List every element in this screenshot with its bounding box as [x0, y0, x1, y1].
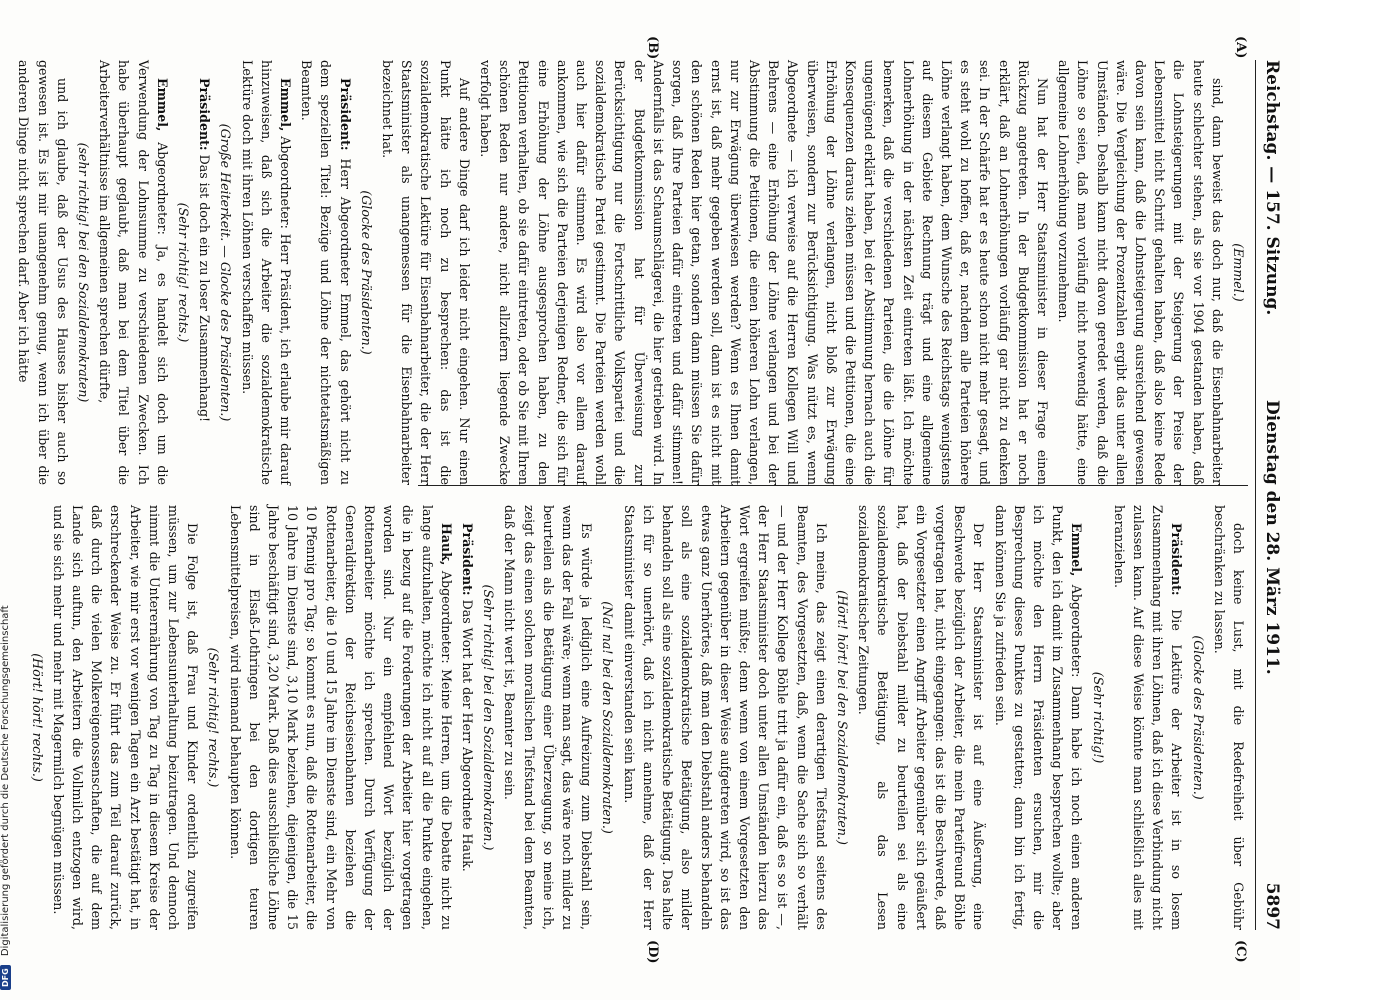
speech-text: Das Wort hat der Herr Abgeordnete Hauk.: [460, 599, 476, 872]
text-paragraph: Auf andere Dinge darf ich leider nicht eingehen. Nur einen Punkt hätte ich noch zu besprechen: das ist die sozialdemokratische Lektüre für Eisenbahnarbeiter, die der Herr Staatsminister als unangemessen für die Eisenbahnarbeiter bezeichnet hat.: [380, 60, 472, 485]
page-header: [1255, 60, 1286, 930]
stage-direction: (Sehr richtig! rechts.): [176, 202, 192, 343]
speaker-paragraph: [195, 60, 214, 485]
speech-text: Die Lektüre der Arbeiter ist in so losem Zusammenhang mit ihren Löhnen, daß ich diese Verbindung nicht zulassen kann. Auf diese Weise könnte man schließlich alles mit heranziehen.: [1111, 505, 1185, 930]
text-paragraph: Es würde ja lediglich eine Aufreizung zum Diebstahl sein, wenn das der Fall wäre; wenn man sagt, das wäre noch milder zu beurteilen als die Betätigung einer Überzeugung, so meine ich, zeigt das einen solchen moralischen Tiefstand bei dem Beamten, daß der Mann nicht wert ist, Beamter zu sein.: [502, 505, 595, 930]
dfg-logo: DFG: [0, 965, 11, 990]
text-paragraph: Nun hat der Herr Staatsminister in dieser Frage einen Rückzug angetreten. In der Budgetkommission hat er noch erklärt, daß an Lohnerhöhungen vorläufig gar nicht zu denken sei. In der Schärfe hat er es heute schon nicht mehr gesagt, und es steht wohl zu hoffen, daß er, nachdem alle Parteien höhere Löhne verlangt haben, dem Wunsche des Reichstags wenigstens auf diesem Gebiete Rechnung trägt und eine allgemeine Lohnerhöhung in der nächsten Zeit eintreten läßt. Ich möchte bemerken, daß die verschiedenen Parteien, die die Löhne für ungenügend erklärt haben, bei der Abstimmung hernach auch die Konsequenzen daraus ziehen müssen und die Petitionen, die eine Erhöhung der Löhne verlangen, nicht bloß zur Erwägung überweisen, sondern zur Berücksichtigung. Was nützt es, wenn Abgeordnete — ich verweise auf die Herren Kollegen Will und Behrens — eine Erhöhung der Löhne verlangen und bei der Abstimmung die Petitionen, die einen höheren Lohn verlangen, nur zur Erwägung überwiesen werden? Wenn es Ihnen damit ernst ist, daß mehr gegeben werden soll, dann ist es nicht mit den schönen Reden hier getan, sondern dann müssen Sie dafür sorgen, daß Ihre Parteien dafür eintreten und dafür stimmen! Andernfalls ist das Schaumschlägerei, die hier getrieben wird. In der Budgetkommission hat für Überweisung zur Berücksichtigung nur die Fortschrittliche Volkspartei und die sozialdemokratische Partei gestimmt. Die Parteien werden wohl auch hier dafür stimmen. Es wird also vor allem darauf ankommen, wie sich die Parteien derjenigen Redner, die sich für eine Erhöhung der Löhne ausgesprochen haben, zu den Petitionen verhalten, ob sie dafür eintreten, oder ob Sie mit Ihren schönen Reden nur andere, nicht allzufern liegende Zwecke verfolgt haben.: [478, 60, 1050, 485]
digitization-note: [0, 0, 16, 990]
speaker-paragraph: [225, 505, 455, 930]
speaker-paragraph: [1110, 505, 1187, 930]
stage-direction: (Emmel.): [1231, 243, 1246, 302]
stage-direction: (Sehr richtig!): [1090, 671, 1106, 764]
speaker-paragraph: [990, 505, 1086, 930]
margin-marker-d: (D): [645, 940, 660, 964]
header-left: Reichstag. — 157. Sitzung.: [1262, 60, 1282, 316]
text-paragraph: Der Herr Staatsminister ist auf eine Äußerung, eine Beschwerde bezüglich der Arbeiter, die mein Parteifreund Böhle vorgetragen hat, nicht eingegangen: das ist die Beschwerde, daß ein Vorgesetzter einen Angriff Arbeiter gegenüber sich geäußert hat, daß der Diebstahl milder zu beurteilen sei als eine sozialdemokratische Betätigung, als das Lesen sozialdemokratischer Zeitungen.: [856, 505, 987, 930]
speaker-name: Hauk,: [438, 523, 454, 566]
speaker-name: Emmel,: [154, 78, 170, 132]
stage-direction: (Sehr richtig! bei den Sozialdemokraten.): [481, 584, 497, 851]
speaker-paragraph: [95, 60, 172, 485]
stage-direction: (Hört! hört! bei den Sozialdemokraten.): [834, 590, 850, 845]
speech-text: Abgeordneter: Herr Präsident, ich erlaube mir darauf hinzuweisen, daß sich die Arbeiter die sozialdemokratische Lektüre doch mit ihren Löhnen verschaffen müssen.: [239, 60, 294, 485]
stage-direction: (Sehr richtig! rechts.): [206, 647, 222, 788]
column-divider: [418, 485, 1248, 486]
margin-marker-c: (C): [1233, 940, 1248, 963]
stage-direction: (Glocke des Präsidenten.): [358, 190, 374, 355]
speech-text: Abgeordneter: Ja, es handelt sich doch um die Verwendung der Lohnsumme zu verschiedenen Zwecken. Ich habe überhaupt geglaubt, daß man bei dem Titel über die Arbeiterverhältnisse im allgemeinen sprechen dürfte,: [97, 60, 170, 485]
speaker-name: Präsident:: [337, 78, 353, 151]
speaker-paragraph: [297, 60, 355, 485]
speaker-name: Präsident:: [1169, 523, 1185, 596]
speech-text: Abgeordneter: Dann habe ich noch einen anderen Punkt, den ich damit im Zusammenhang besprechen wollte; aber ich möchte den Herrn Präsidenten ersuchen, mir die Besprechung dieses Punktes zu gestatten; dann bin ich fertig, dann können Sie ja zufrieden sein.: [992, 505, 1085, 930]
left-text-column: [12, 60, 1248, 485]
speech-text: Herr Abgeordneter Emmel, das gehört nicht zu dem speziellen Titel: Bezüge und Löhne der nichtetatsmäßigen Beamten.: [299, 60, 353, 485]
margin-marker-b: (B): [645, 36, 660, 60]
speech-text: Das ist doch ein zu loser Zusammenhang!: [197, 154, 213, 423]
header-center: Dienstag den 28. März 1911.: [1262, 400, 1282, 675]
speaker-paragraph: [237, 60, 295, 485]
stage-direction: (Hört! hört! rechts.): [29, 653, 45, 782]
right-text-column: [25, 505, 1248, 930]
margin-marker-a: (A): [1233, 36, 1248, 59]
stage-direction: (Glocke des Präsidenten.): [1190, 635, 1206, 800]
speaker-name: Präsident:: [197, 78, 213, 151]
page-number: 5897: [1262, 882, 1282, 930]
digitization-text: Digitalisierung gefördert durch die Deutsche Forschungsgemeinschaft: [0, 605, 11, 957]
stage-direction: (Große Heiterkeit. — Glocke des Präsidenten.): [218, 123, 234, 422]
speaker-name: Emmel,: [278, 78, 294, 132]
speaker-name: Emmel,: [1069, 523, 1085, 577]
text-paragraph: doch keine Lust, mit die Redefreiheit über Gebühr beschränken zu lassen.: [1211, 505, 1246, 930]
speech-text: Abgeordneter: Meine Herren, um die Debatte nicht zu lange aufzuhalten, möchte ich nicht auf all die Punkte eingehen, die in bezug auf die Forderungen der Arbeiter hier vorgetragen worden sind. Nur ein empfehlend Wort bezüglich der Rottenarbeiter möchte ich sprechen. Durch Verfügung der Generaldirektion der Reichseisenbahnen beziehen die Rottenarbeiter, die 10 und 15 Jahre im Dienste sind, ein Mehr von 10 Pfennig pro Tag; so kommt es nun, daß die Rottenarbeiter, die 10 Jahre im Dienste sind, 3,10 Mark beziehen, diejenigen, die 15 Jahre beschäftigt sind, 3,20 Mark. Daß dies ausschließliche Löhne sind in Elsaß-Lothringen bei den dortigen teuren Lebensmittelpreisen, wird niemand behaupten können.: [227, 505, 454, 930]
stage-direction: (sehr richtig! bei den Sozialdemokraten): [76, 142, 92, 403]
text-paragraph: und ich glaube, daß der Usus des Hauses bisher auch so gewesen ist. Es ist mir unangenehm genug, wenn ich über die anderen Dinge nicht sprechen darf. Aber ich hätte: [16, 60, 70, 485]
text-paragraph: Die Folge ist, daß Frau und Kinder ordentlich zugreifen müssen, um zur Lebensunterhaltung beizutragen. Und dennoch nimmt die Unterernährung von Tag zu Tag in diesem Kreise der Arbeiter, wie mir erst vor wenigen Tagen ein Arzt bestätigt hat, in erschreckender Weise zu. Er führt das zum Teil darauf zurück, daß durch die vielen Molkereigenossenschaften, die auf dem Lande sich auftun, den Arbeitern die Vollmilch entzogen wird, und sie sich mehr und mehr mit Magermilch begnügen müssen.: [50, 505, 201, 930]
speaker-paragraph: [458, 505, 477, 930]
text-paragraph: Ich meine, das zeigt einen derartigen Tiefstand seitens des Beamten, des Vorgesetzten, daß, wenn die Sache sich so verhält — und der Herr Kollege Böhle tritt ja dafür ein, daß es so ist —, der Herr Staatsminister doch unter allen Umständen hierzu das Wort ergreifen müßte; denn wenn von einem Vorgesetzten den Arbeitern gegenüber in dieser Weise aufgetreten wird, so ist das etwas ganz Unerhörtes, daß man den Diebstahl anders behandeln soll als eine sozialdemokratische Betätigung, also milder behandeln soll als eine sozialdemokratische Betätigung. Das halte ich für so unerhört, daß ich nicht annehme, daß der Herr Staatsminister damit einverstanden sein kann.: [621, 505, 829, 930]
text-paragraph: sind, dann beweist das doch nur, daß die Eisenbahnarbeiter heute schlechter stehen, als sie vor 1904 gestanden haben, daß die Lohnsteigerungen mit der Steigerung der Preise der Lebensmittel nicht Schritt gehalten haben, daß also keine Rede davon sein kann, daß die Lohnsteigerung ausreichend gewesen wäre. Die Vergleichung der Prozentzahlen ergibt das unter allen Umständen. Deshalb kann nicht davon geredet werden, daß die Löhne so seien, daß man vorläufig nicht notwendig hätte, eine allgemeine Lohnerhöhung vorzunehmen.: [1056, 60, 1225, 485]
stage-direction: (Na! na! bei den Sozialdemokraten.): [600, 601, 616, 834]
speaker-name: Präsident:: [460, 523, 476, 596]
